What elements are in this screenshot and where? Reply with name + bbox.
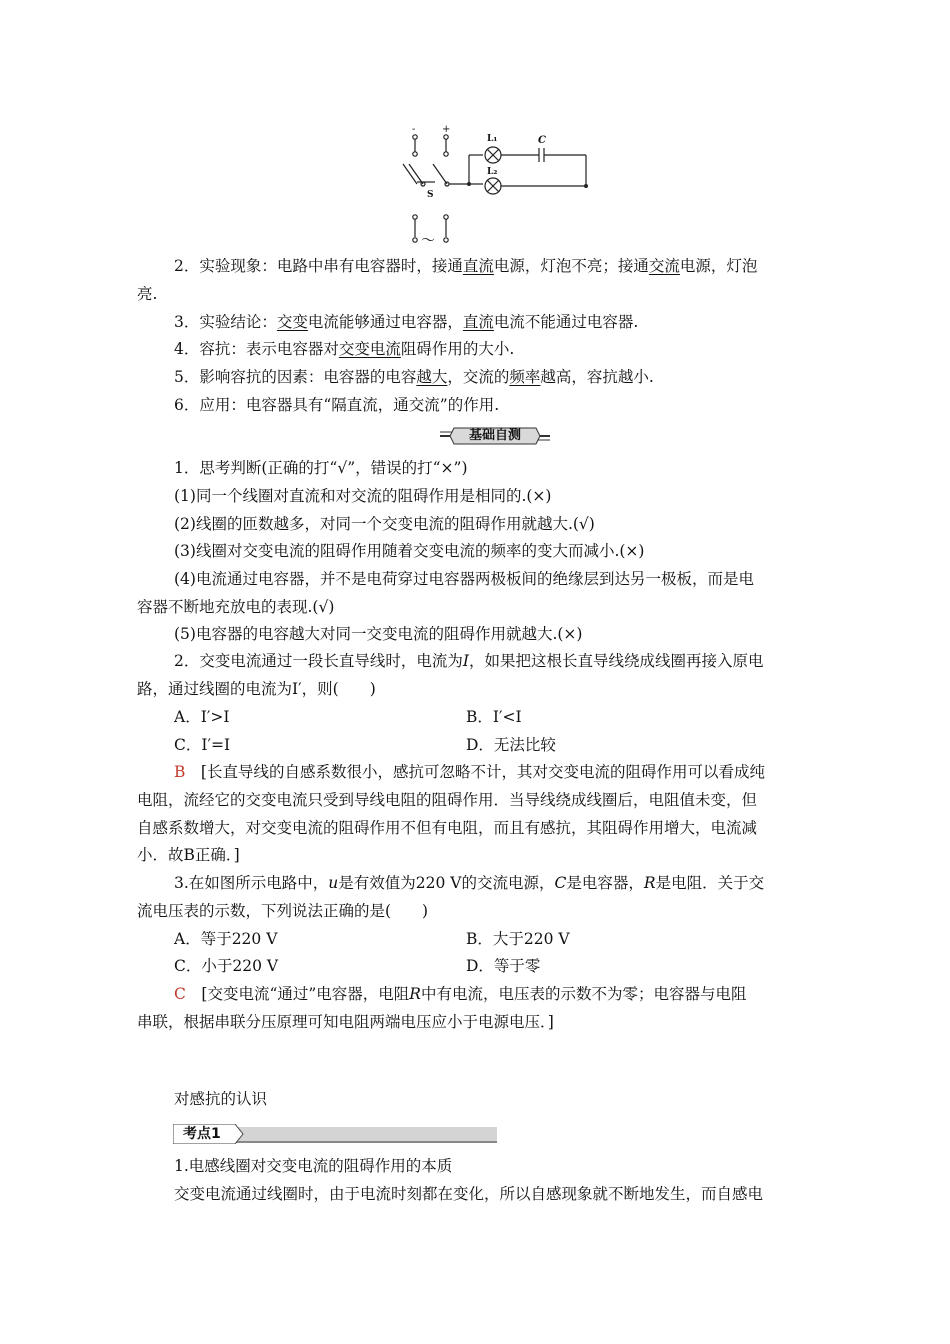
- q2-explanation-4: 小．故B正确．]: [137, 846, 240, 864]
- switch-label: S: [427, 190, 434, 200]
- q2-option-b: B．I′<I: [466, 708, 522, 726]
- q3-explanation-1: C [交变电流“通过”电容器，电阻R中有电流，电压表的示数不为零；电容器与电阻: [174, 985, 747, 1003]
- circuit-diagram: [395, 124, 595, 249]
- q1-item-4b: 容器不断地充放电的表现.(√): [137, 598, 335, 616]
- plus-label: +: [442, 124, 451, 135]
- q2-option-c: C．I′=I: [174, 736, 231, 754]
- q2-option-d: D．无法比较: [466, 736, 556, 754]
- q3-option-d: D．等于零: [466, 957, 541, 975]
- q2-option-a: A．I′>I: [174, 708, 230, 726]
- exp-line-4: 4．容抗：表示电容器对交变电流阻碍作用的大小.: [174, 340, 515, 358]
- exp-line-5: 5．影响容抗的因素：电容器的电容越大，交流的频率越高，容抗越小.: [174, 368, 654, 386]
- q2-line-2: 路，通过线圈的电流为I′，则( ): [137, 680, 376, 698]
- banner-label: 基础自测: [468, 428, 521, 443]
- ac-symbol: ～: [421, 233, 435, 249]
- exp-line-2-cont: 亮.: [137, 285, 158, 303]
- minus-label: -: [412, 124, 416, 135]
- q1-item-3: (3)线圈对交变电流的阻碍作用随着交变电流的频率的变大而减小.(×): [174, 542, 645, 560]
- q1-title: 1．思考判断(正确的打“√”，错误的打“×”): [174, 459, 468, 477]
- kaodian-bar: [173, 1124, 497, 1144]
- q3-line-1: 3.在如图所示电路中，u是有效值为220 V的交流电源，C是电容器，R是电阻．关于交: [174, 874, 765, 892]
- section-title: 对感抗的认识: [174, 1090, 268, 1108]
- q1-item-4a: (4)电流通过电容器，并不是电荷穿过电容器两极板间的绝缘层到达另一极板，而是电: [174, 570, 754, 588]
- lamp-l1-label: L₁: [487, 134, 498, 144]
- q3-explanation-2: 串联，根据串联分压原理可知电阻两端电压应小于电源电压．]: [137, 1013, 554, 1031]
- capacitor-label: C: [538, 135, 546, 146]
- q2-explanation-2: 电阻，流经它的交变电流只受到导线电阻的阻碍作用．当导线绕成线圈后，电阻值未变，但: [137, 791, 758, 809]
- section-heading-1: 1.电感线圈对交变电流的阻碍作用的本质: [174, 1157, 453, 1175]
- kaodian-label: 考点1: [183, 1126, 221, 1142]
- q3-option-c: C．小于220 V: [174, 957, 279, 975]
- exp-line-3: 3．实验结论：交变电流能够通过电容器，直流电流不能通过电容器.: [174, 313, 639, 331]
- q2-explanation-3: 自感系数增大，对交变电流的阻碍作用不但有电阻，而且有感抗，其阻碍作用增大，电流减: [137, 819, 758, 837]
- q3-option-b: B．大于220 V: [466, 930, 570, 948]
- q2-line-1: 2．交变电流通过一段长直导线时，电流为I，如果把这根长直导线绕成线圈再接入原电: [174, 652, 764, 670]
- exp-line-2: 2．实验现象：电路中串有电容器时，接通直流电源，灯泡不亮；接通交流电源，灯泡: [174, 257, 758, 275]
- q1-item-5: (5)电容器的电容越大对同一交变电流的阻碍作用就越大.(×): [174, 625, 583, 643]
- q2-answer: B: [174, 763, 186, 781]
- q3-option-a: A．等于220 V: [174, 930, 278, 948]
- q3-line-2: 流电压表的示数，下列说法正确的是( ): [137, 902, 429, 920]
- section-paragraph-1: 交变电流通过线圈时，由于电流时刻都在变化，所以自感现象就不断地发生，而自感电: [174, 1185, 764, 1203]
- q2-explanation-1: B [长直导线的自感系数很小，感抗可忽略不计，其对交变电流的阻碍作用可以看成纯: [174, 763, 765, 781]
- lamp-l2-label: L₂: [487, 167, 498, 177]
- q1-item-2: (2)线圈的匝数越多，对同一个交变电流的阻碍作用就越大.(√): [174, 515, 595, 533]
- q3-answer: C: [174, 985, 186, 1003]
- self-test-banner: [440, 427, 550, 445]
- q1-item-1: (1)同一个线圈对直流和对交流的阻碍作用是相同的.(×): [174, 487, 552, 505]
- exp-line-6: 6．应用：电容器具有“隔直流，通交流”的作用.: [174, 396, 500, 414]
